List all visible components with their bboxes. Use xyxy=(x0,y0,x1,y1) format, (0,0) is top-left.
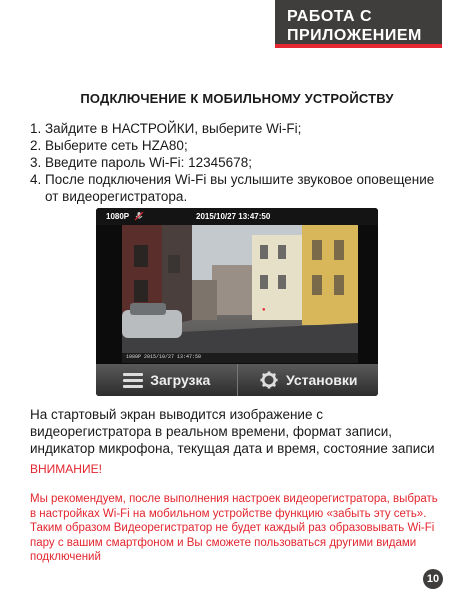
microphone-muted-icon xyxy=(134,211,144,221)
recording-stamp: ● xyxy=(262,307,266,313)
download-button[interactable] xyxy=(96,364,237,396)
chapter-header-line-2: ПРИЛОЖЕНИЕМ xyxy=(287,27,422,44)
step-3: 3. Введите пароль Wi-Fi: 12345678; xyxy=(30,155,252,170)
screen-description: На стартовый экран выводится изображение с видеорегистратора в реальном времени, формат записи, индикатор микрофона, текущая дата и время, состояние записи xyxy=(30,407,435,456)
app-bottom-bar xyxy=(96,364,378,396)
chapter-header xyxy=(275,0,442,48)
settings-button-label: Установки xyxy=(286,372,358,388)
menu-lines-icon xyxy=(122,371,144,389)
app-status-bar xyxy=(96,208,378,225)
step-2: 2. Выберите сеть HZA80; xyxy=(30,138,188,153)
steps-list xyxy=(30,120,450,205)
warning-title: ВНИМАНИЕ! xyxy=(30,462,102,476)
chapter-header-line-1: РАБОТА С xyxy=(287,8,373,25)
date-time-label: 2015/10/27 13:47:50 xyxy=(196,212,271,221)
step-1: 1. Зайдите в НАСТРОЙКИ, выберите Wi-Fi; xyxy=(30,121,302,136)
app-screenshot xyxy=(96,208,378,396)
street-scene-image xyxy=(122,225,358,363)
section-title: ПОДКЛЮЧЕНИЕ К МОБИЛЬНОМУ УСТРОЙСТВУ xyxy=(80,91,394,106)
settings-button[interactable] xyxy=(237,364,379,396)
video-overlay-text: 1080P 2015/10/27 13:47:50 xyxy=(126,354,202,360)
download-button-label: Загрузка xyxy=(150,372,211,388)
page-number: 10 xyxy=(423,569,443,589)
step-4: 4. После подключения Wi-Fi вы услышите звуковое оповещение xyxy=(30,172,435,187)
live-camera-view xyxy=(122,225,358,363)
gear-icon xyxy=(258,371,280,389)
step-4-continued: от видеорегистратора. xyxy=(30,189,188,204)
warning-text: Мы рекомендуем, после выполнения настроек видеорегистратора, выбрать в настройках Wi-Fi на мобильном устройстве функцию «забыть эту сеть». Таким образом Видеорегистратор не будет каждый раз образовывать Wi-Fi пару с вашим смартфоном и Вы сможете пользоваться другими видами подключений xyxy=(30,493,438,563)
resolution-label: 1080P xyxy=(106,212,130,221)
